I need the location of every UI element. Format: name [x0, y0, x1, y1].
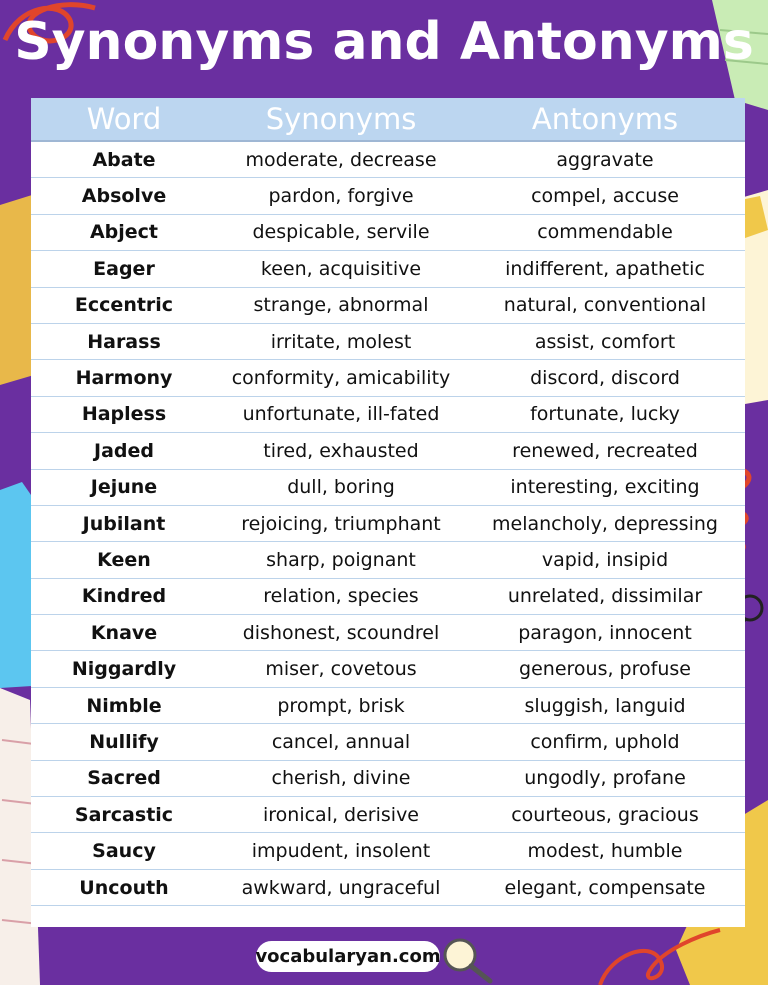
vocabulary-table	[31, 98, 745, 927]
word-cell: Harass	[87, 330, 161, 353]
antonyms-cell: natural, conventional	[503, 294, 707, 317]
table-row	[31, 324, 745, 360]
word-cell: Nullify	[89, 730, 159, 753]
antonyms-cell: paragon, innocent	[518, 621, 692, 644]
table-row	[31, 724, 745, 760]
table-row	[31, 360, 745, 396]
word-cell: Abject	[89, 221, 159, 244]
word-cell: Jejune	[90, 476, 158, 499]
synonyms-cell: irritate, molest	[270, 330, 412, 353]
table-row	[31, 651, 745, 687]
word-cell: Keen	[97, 548, 151, 571]
synonyms-cell: moderate, decrease	[245, 148, 437, 171]
antonyms-cell: aggravate	[556, 148, 654, 171]
table-body	[31, 142, 745, 906]
synonyms-cell: ironical, derisive	[262, 803, 420, 826]
table-row	[31, 288, 745, 324]
antonyms-cell: sluggish, languid	[524, 694, 686, 717]
table-row	[31, 178, 745, 214]
synonyms-cell: dishonest, scoundrel	[242, 621, 440, 644]
synonyms-cell: miser, covetous	[265, 658, 417, 681]
table-row	[31, 215, 745, 251]
word-cell: Eager	[93, 257, 155, 280]
table-header-row	[31, 98, 745, 142]
table-row	[31, 470, 745, 506]
site-footer[interactable]	[256, 941, 440, 972]
synonyms-cell: dull, boring	[287, 476, 395, 499]
header-antonyms: Antonyms	[531, 102, 679, 136]
word-cell: Knave	[90, 621, 158, 644]
antonyms-cell: elegant, compensate	[504, 876, 706, 899]
header-synonyms: Synonyms	[265, 102, 417, 136]
word-cell: Jubilant	[82, 512, 166, 535]
synonyms-cell: unfortunate, ill-fated	[242, 403, 440, 426]
antonyms-cell: indifferent, apathetic	[505, 257, 705, 280]
word-cell: Saucy	[92, 840, 156, 863]
synonyms-cell: prompt, brisk	[277, 694, 405, 717]
table-row	[31, 397, 745, 433]
antonyms-cell: renewed, recreated	[512, 439, 698, 462]
antonyms-cell: discord, discord	[530, 367, 680, 390]
page-title: Synonyms and Antonyms	[14, 12, 754, 72]
table-row	[31, 542, 745, 578]
word-cell: Absolve	[81, 185, 167, 208]
word-cell: Sacred	[87, 767, 161, 790]
synonyms-cell: despicable, servile	[252, 221, 430, 244]
word-cell: Hapless	[81, 403, 167, 426]
word-cell: Nimble	[86, 694, 162, 717]
table-row	[31, 142, 745, 178]
word-cell: Uncouth	[79, 876, 169, 899]
antonyms-cell: unrelated, dissimilar	[507, 585, 703, 608]
antonyms-cell: melancholy, depressing	[492, 512, 718, 535]
antonyms-cell: confirm, uphold	[530, 730, 680, 753]
header-word: Word	[86, 102, 162, 136]
word-cell: Harmony	[75, 367, 173, 390]
synonyms-cell: cherish, divine	[271, 767, 411, 790]
antonyms-cell: fortunate, lucky	[530, 403, 680, 426]
antonyms-cell: vapid, insipid	[541, 548, 669, 571]
synonyms-cell: relation, species	[263, 585, 419, 608]
table-row	[31, 870, 745, 906]
table-row	[31, 833, 745, 869]
synonyms-cell: conformity, amicability	[231, 367, 451, 390]
word-cell: Jaded	[94, 439, 154, 462]
synonyms-cell: pardon, forgive	[268, 185, 414, 208]
site-url: vocabularyan.com	[255, 946, 441, 967]
synonyms-cell: keen, acquisitive	[260, 257, 422, 280]
antonyms-cell: modest, humble	[527, 840, 683, 863]
table-row	[31, 615, 745, 651]
antonyms-cell: generous, profuse	[519, 658, 691, 681]
antonyms-cell: ungodly, profane	[524, 767, 686, 790]
table-row	[31, 579, 745, 615]
table-row	[31, 506, 745, 542]
word-cell: Sarcastic	[74, 803, 174, 826]
word-cell: Eccentric	[74, 294, 174, 317]
word-cell: Kindred	[81, 585, 167, 608]
synonyms-cell: rejoicing, triumphant	[241, 512, 441, 535]
table-row	[31, 797, 745, 833]
synonyms-cell: sharp, poignant	[266, 548, 416, 571]
synonyms-cell: awkward, ungraceful	[241, 876, 441, 899]
table-row	[31, 688, 745, 724]
table-row	[31, 761, 745, 797]
tape-left	[0, 195, 34, 385]
antonyms-cell: assist, comfort	[534, 330, 676, 353]
synonyms-cell: impudent, insolent	[251, 840, 431, 863]
word-cell: Abate	[92, 148, 156, 171]
antonyms-cell: compel, accuse	[531, 185, 679, 208]
table-row	[31, 251, 745, 287]
antonyms-cell: courteous, gracious	[511, 803, 699, 826]
word-cell: Niggardly	[71, 658, 177, 681]
antonyms-cell: commendable	[537, 221, 673, 244]
antonyms-cell: interesting, exciting	[510, 476, 700, 499]
synonyms-cell: strange, abnormal	[253, 294, 429, 317]
table-row	[31, 433, 745, 469]
synonyms-cell: cancel, annual	[271, 730, 411, 753]
synonyms-cell: tired, exhausted	[263, 439, 419, 462]
magnifier-icon	[440, 935, 496, 985]
